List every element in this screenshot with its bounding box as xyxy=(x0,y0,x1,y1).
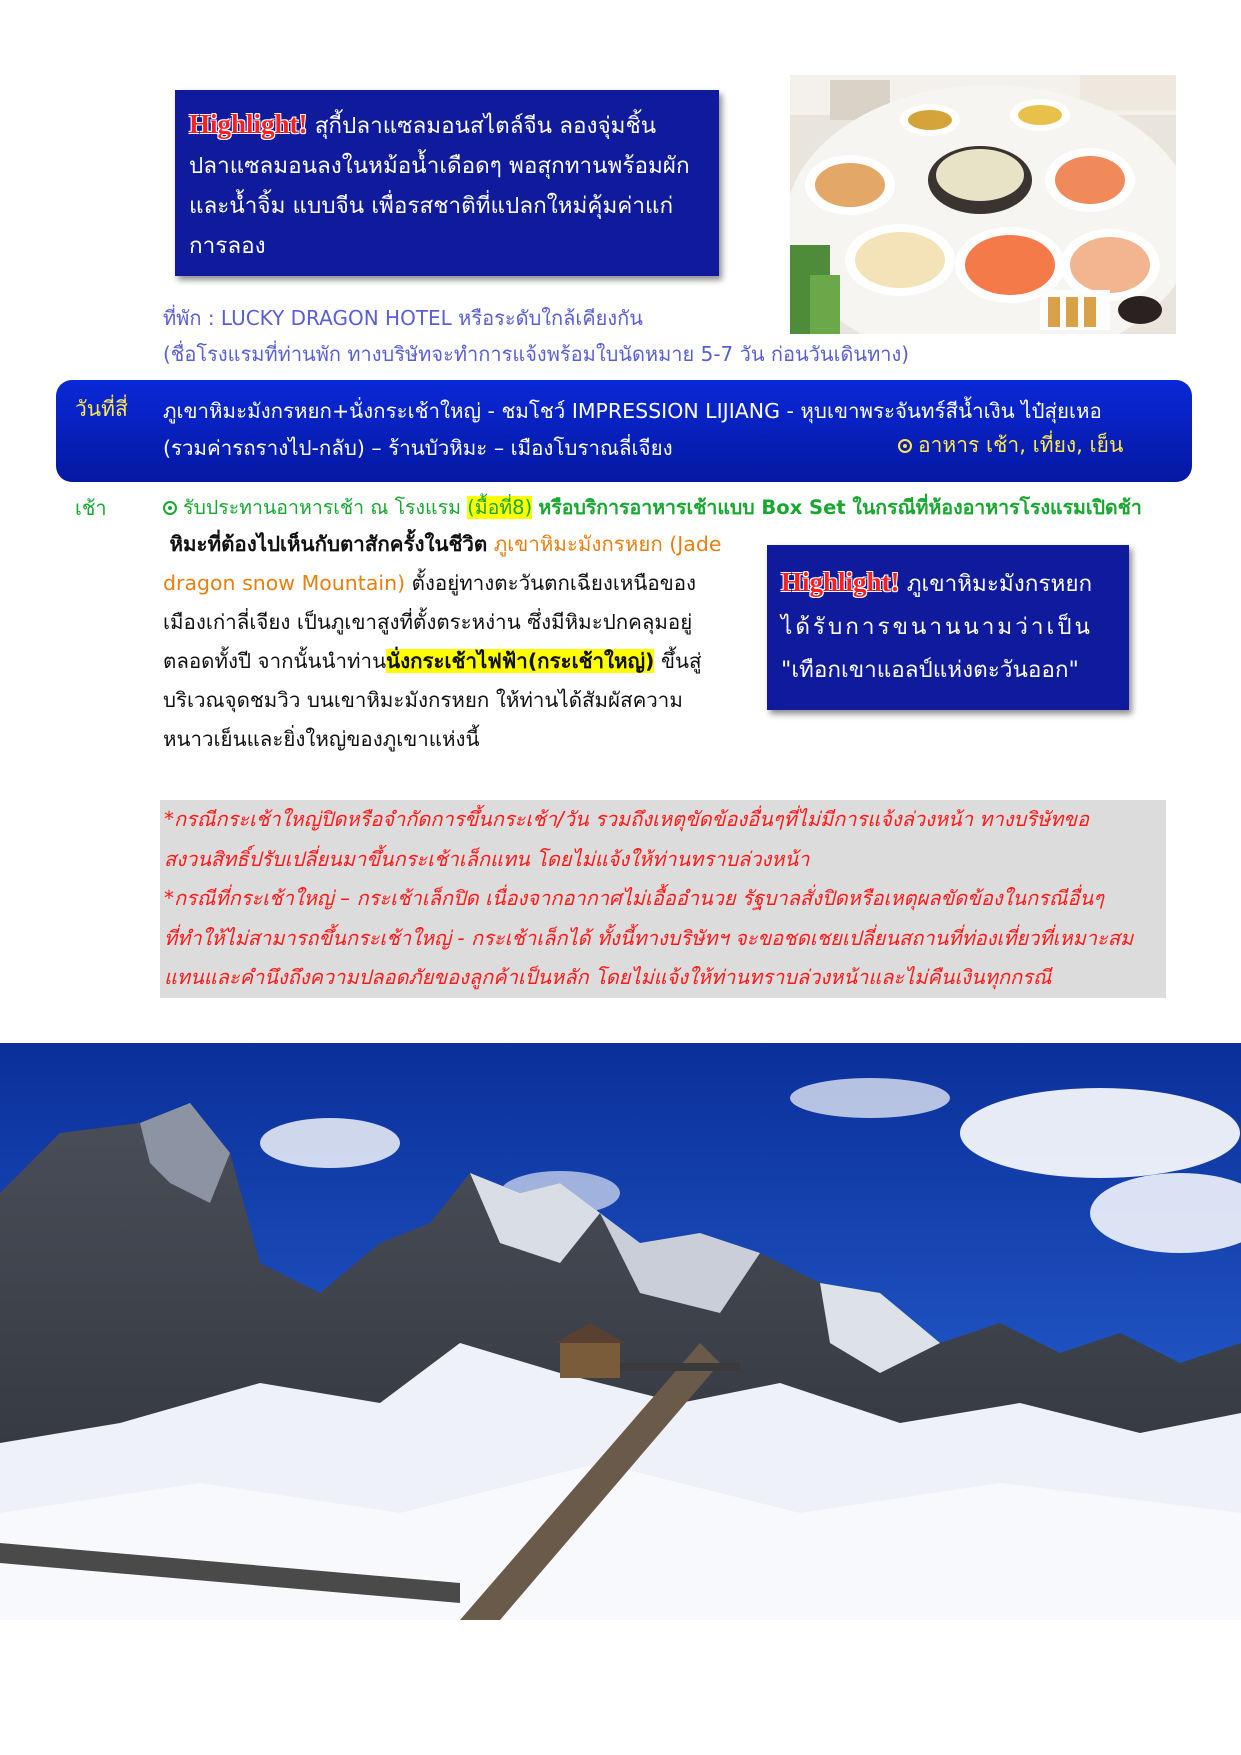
desc-mountain-name-2: dragon snow Mountain) xyxy=(163,571,406,595)
day-meals xyxy=(898,429,1123,462)
hotel-note: (ชื่อโรงแรมที่ท่านพัก ทางบริษัทจะทำการแจ้งพร้อมใบนัดหมาย 5-7 วัน ก่อนวันเดินทาง) xyxy=(163,342,910,366)
meal-plate-icon xyxy=(163,501,177,515)
note-line2: สงวนสิทธิ์ปรับเปลี่ยนมาขึ้นกระเช้าเล็กแทน โดยไม่แจ้งให้ท่านทราบล่วงหน้า xyxy=(164,846,810,871)
highlight-box-salmon xyxy=(175,90,719,276)
breakfast-line xyxy=(163,492,1142,523)
cable-car-note xyxy=(160,800,1166,998)
highlight2-line2: ได้รับการขนานนามว่าเป็น xyxy=(781,614,1093,640)
salmon-hotpot-photo xyxy=(790,75,1176,334)
desc-line5: บริเวณจุดชมวิว บนเขาหิมะมังกรหยก ให้ท่านได้สัมผัสความ xyxy=(163,688,683,712)
desc-bold: หิมะที่ต้องไปเห็นกับตาสักครั้งในชีวิต xyxy=(169,532,488,556)
desc-mountain-name-1: ภูเขาหิมะมังกรหยก (Jade xyxy=(493,532,722,556)
highlight-text-line1: สุกี้ปลาแซลมอนสไตล์จีน ลองจุ่มชิ้น xyxy=(314,113,657,139)
desc-line4: ขึ้นสู่ xyxy=(660,649,702,673)
note-line4: ที่ทำให้ไม่สามารถขึ้นกระเช้าใหญ่ - กระเช้าเล็กได้ ทั้งนี้ทางบริษัทฯ จะขอชดเชยเปลี่ยนสถานที่ท่องเที่ยวที่เหมาะสม xyxy=(164,925,1134,950)
note-line5: แทนและคำนึงถึงความปลอดภัยของลูกค้าเป็นหลัก โดยไม่แจ้งให้ท่านทราบล่วงหน้าและไม่คืนเงินทุกกรณี xyxy=(164,965,1052,989)
highlight-box-jade-dragon xyxy=(767,545,1129,710)
highlight-tag: Highlight! xyxy=(189,109,308,139)
day-meals-text: อาหาร เช้า, เที่ยง, เย็น xyxy=(918,433,1124,457)
breakfast-text: รับประทานอาหารเช้า ณ โรงแรม xyxy=(183,496,461,519)
note-line3: *กรณีที่กระเช้าใหญ่ – กระเช้าเล็กปิด เนื่องจากอากาศไม่เอื้ออำนวย รัฐบาลสั่งปิดหรือเหตุผลขัดข้องในกรณีอื่นๆ xyxy=(164,886,1104,910)
desc-line1: ตั้งอยู่ทางตะวันตกเฉียงเหนือของ xyxy=(411,571,697,595)
highlight2-line3: "เทือกเขาแอลป์แห่งตะวันออก" xyxy=(781,657,1079,683)
meal-number: (มื้อที่8) xyxy=(467,496,533,519)
hotel-info xyxy=(163,300,909,372)
meal-plate-icon xyxy=(898,439,912,453)
highlight-text-line2: ปลาแซลมอนลงในหม้อน้ำเดือดๆ พอสุกทานพร้อมผัก xyxy=(189,153,690,179)
jade-dragon-mountain-photo xyxy=(0,1043,1241,1620)
day-label: วันที่สี่ xyxy=(75,397,128,421)
desc-cable-car: นั่งกระเช้าไฟฟ้า(กระเช้าใหญ่) xyxy=(386,649,655,673)
desc-line3: ตลอดทั้งปี จากนั้นนำท่าน xyxy=(163,649,387,673)
breakfast-boxset: หรือบริการอาหารเช้าแบบ Box Set ในกรณีที่ห้องอาหารโรงแรมเปิดช้า xyxy=(538,496,1142,519)
desc-line6: หนาวเย็นและยิ่งใหญ่ของภูเขาแห่งนี้ xyxy=(163,727,480,751)
day-title-line1: ภูเขาหิมะมังกรหยก+นั่งกระเช้าใหญ่ - ชมโชว์ IMPRESSION LIJIANG - หุบเขาพระจันทร์สีน้ำเงิน ไป๋สุ่ยเหอ xyxy=(163,399,1102,423)
jade-dragon-description xyxy=(163,525,731,759)
morning-label: เช้า xyxy=(75,496,107,520)
highlight-tag: Highlight! xyxy=(781,567,900,597)
highlight-text-line4: การลอง xyxy=(189,233,266,259)
desc-line2: เมืองเก่าลี่เจียง เป็นภูเขาสูงที่ตั้งตระหง่าน ซึ่งมีหิมะปกคลุมอยู่ xyxy=(163,610,693,634)
highlight-text-line3: และน้ำจิ้ม แบบจีน เพื่อรสชาติที่แปลกใหม่คุ้มค่าแก่ xyxy=(189,193,674,219)
highlight2-line1: ภูเขาหิมะมังกรหยก xyxy=(906,571,1093,597)
day-title-line2: (รวมค่ารถรางไป-กลับ) – ร้านบัวหิมะ – เมืองโบราณลี่เจียง xyxy=(163,436,673,460)
hotel-name: ที่พัก : LUCKY DRAGON HOTEL หรือระดับใกล้เคียงกัน xyxy=(163,306,643,330)
note-line1: *กรณีกระเช้าใหญ่ปิดหรือจำกัดการขึ้นกระเช้า/วัน รวมถึงเหตุขัดข้องอื่นๆที่ไม่มีการแจ้งล่วงหน้า ทางบริษัทขอ xyxy=(164,807,1089,831)
